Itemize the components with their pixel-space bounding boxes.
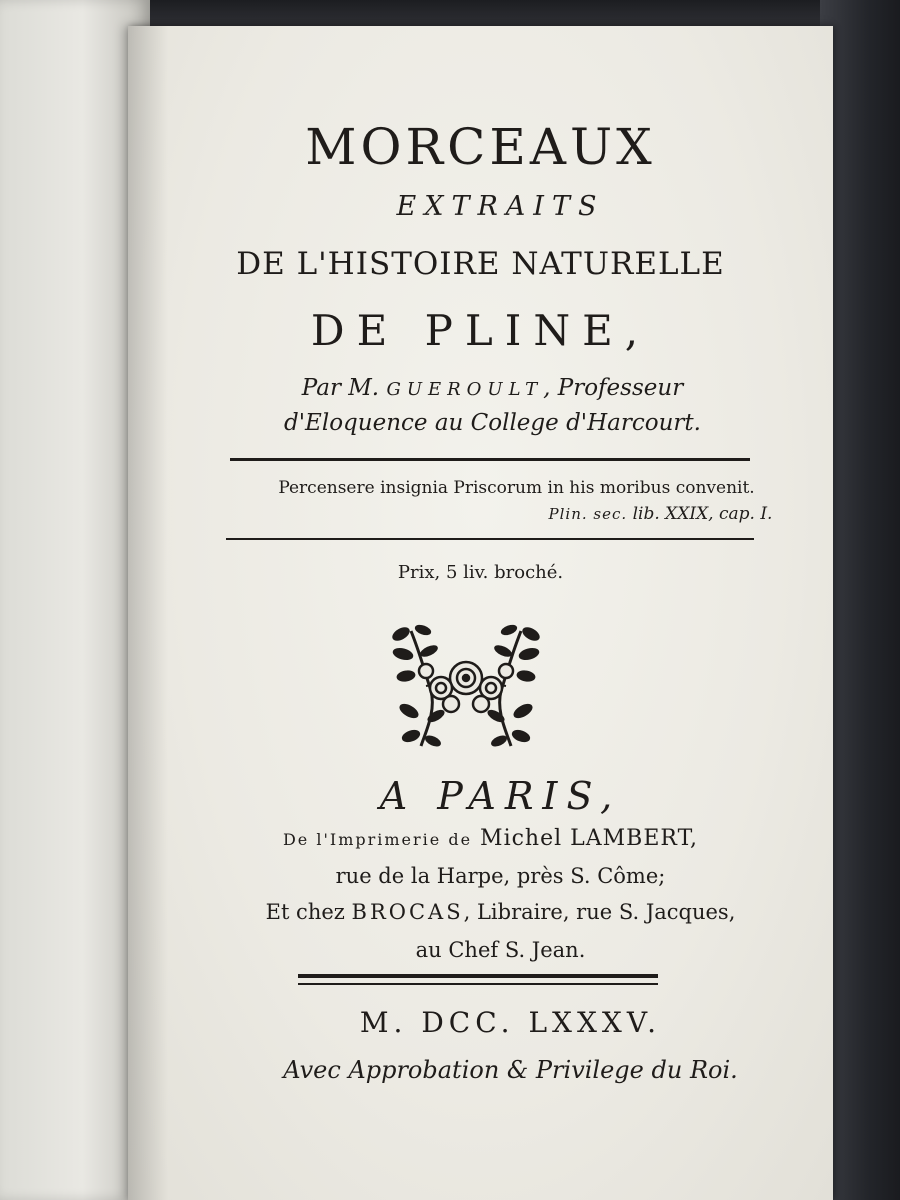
rule-top — [230, 458, 750, 461]
publication-date: M. DCC. LXXXV. — [359, 1006, 662, 1039]
seller-name: BROCAS — [351, 900, 464, 924]
seller-prefix: Et chez — [265, 900, 345, 924]
epigraph-source-ref: lib. XXIX, cap. I. — [632, 504, 773, 524]
title-line-1: MORCEAUX — [305, 118, 656, 176]
double-rule — [298, 972, 658, 988]
floral-ornament-icon — [381, 616, 551, 751]
epigraph: Percensere insignia Priscorum in his moribus convenit. — [278, 478, 755, 498]
rule-middle — [226, 538, 754, 540]
imprint-place: A PARIS, — [379, 774, 622, 818]
author-affiliation: d'Eloquence au College d'Harcourt. — [284, 410, 701, 436]
epigraph-source — [308, 504, 900, 524]
printer-prefix: De l'Imprimerie de — [282, 830, 473, 849]
approbation-line: Avec Approbation & Privilege du Roi. — [283, 1056, 738, 1084]
imprint-printer — [138, 826, 843, 851]
imprint-seller — [148, 900, 853, 924]
printer-name: Michel LAMBERT, — [480, 826, 699, 851]
author-suffix: , Professeur — [543, 375, 684, 401]
price: Prix, 5 liv. broché. — [397, 562, 564, 583]
author-prefix: Par M. — [301, 375, 380, 401]
title-line-3: DE L'HISTOIRE NATURELLE — [236, 246, 725, 282]
title-line-4: DE PLINE, — [310, 306, 651, 355]
title-line-2: EXTRAITS — [396, 191, 605, 222]
seller-address: , Libraire, rue S. Jacques, — [463, 900, 736, 924]
seller-sign: au Chef S. Jean. — [415, 938, 586, 962]
printer-address: rue de la Harpe, près S. Côme; — [335, 864, 666, 888]
author-line — [140, 375, 845, 401]
title-page — [128, 26, 833, 1200]
epigraph-source-author: Plin. sec. — [548, 505, 628, 523]
author-name: GUEROULT — [386, 379, 544, 400]
